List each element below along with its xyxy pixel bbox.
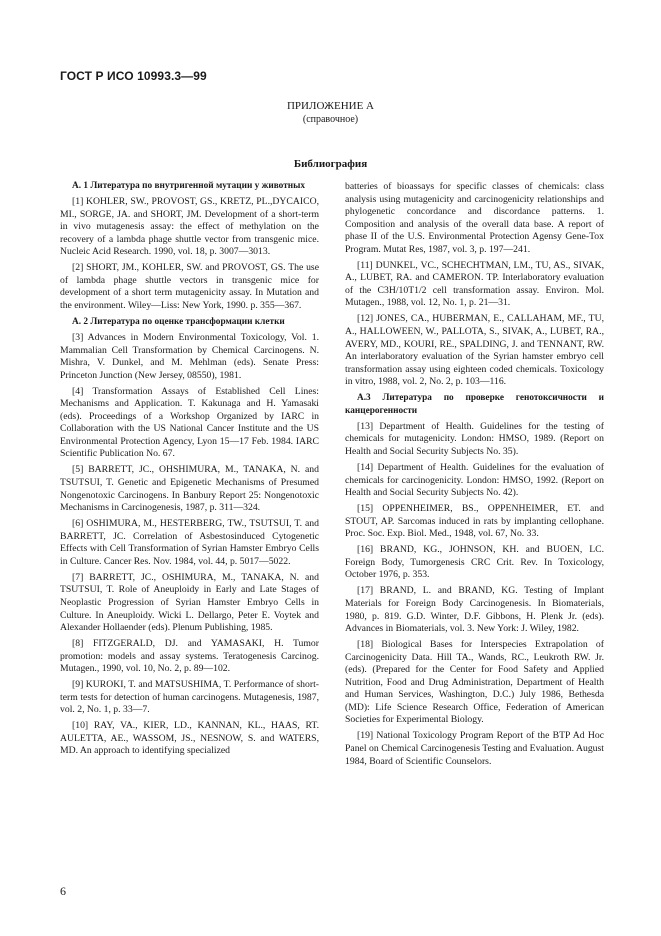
reference-entry: [17] BRAND, L. and BRAND, KG. Testing of Implant Materials for Foreign Body Carcinogenesis. In Biomaterials, 1980, p. 819. G.D. Winter, D.F. Gibbons, H. Plenk Jr. (eds). Advances in Biomaterials, vol. 3. New York: J. Wiley, 1982.: [345, 585, 604, 635]
reference-entry: [15] OPPENHEIMER, BS., OPPENHEIMER, ET. and STOUT, AP. Sarcomas induced in rats by implanting cellophane. Proc. Soc. Exp. Biol. Med., 1948, vol. 67, No. 33.: [345, 503, 604, 540]
reference-entry: [12] JONES, CA., HUBERMAN, E., CALLAHAM, MF., TU, A., HALLOWEEN, W., PALLOTA, S., SIVAK, A., LUBET, RA., AVERY, MD., KOURI, RE., SPALDING, J. and TENNANT, RW. An interlaboratory evaluation of the Syrian hamster embryo cell transformation assay using eighteen coded chemicals. Toxicology in vitro, 1988, vol. 2, No. 2, p. 103—116.: [345, 313, 604, 388]
section-heading: А. 2 Литература по оценке трансформации клетки: [72, 316, 285, 327]
reference-entry: [13] Department of Health. Guidelines for the testing of chemicals for mutagenicity. London: HMSO, 1989. (Report on Health and Social Security Subjects No. 35).: [345, 420, 604, 457]
reference-entry: [10] RAY, VA., KIER, LD., KANNAN, KL., HAAS, RT. AULETTA, AE., WASSOM, JS., NESNOW, S. and WATERS, MD. An approach to identifying specialized: [60, 720, 319, 757]
reference-entry: [11] DUNKEL, VC., SCHECHTMAN, LM., TU, AS., SIVAK, A., LUBET, RA. and CAMERON. TP. Interlaboratory evaluation of the C3H/10T1/2 cell transformation assay. Environ. Mol. Mutagen., 1988, vol. 12, No. 1, p. 21—31.: [345, 259, 604, 309]
reference-entry: [7] BARRETT, JC., OSHIMURA, M., TANAKA, N. and TSUTSUI, T. Role of Aneuploidy in Early and Late Stages of Neoplastic Progression of Syrian Hamster Embryo Cells in Culture. In Aneuploidy. Wicki L. Dellargo, Peter E. Voytek and Alexander Hollaender (eds). Plenum Publishing, 1985.: [60, 571, 319, 634]
reference-entry: [1] KOHLER, SW., PROVOST, GS., KRETZ, PL.,DYCAICO, MI., SORGE, JA. and SHORT, JM. Development of a short-term in vivo mutagenesis assay: the effect of methylation on the recovery of a lambda phage shuttle vector from transgenic mice. Nucleic Acid Research. 1990, vol. 18, p. 3007—3013.: [60, 196, 319, 258]
left-column: [60, 180, 319, 762]
reference-entry: [9] KUROKI, T. and MATSUSHIMA, T. Performance of short-term tests for detection of human carcinogens. Mutagenesis, 1987, vol. 2, No. 1, p. 33—7.: [60, 679, 319, 716]
reference-entry: [2] SHORT, JM., KOHLER, SW. and PROVOST, GS. The use of lambda phage shuttle vectors in transgenic mice for development of a short term mutagenicity assay. In Mutation and the environment. Wiley—Liss: New York, 1990. p. 355—367.: [60, 262, 319, 311]
reference-entry: [5] BARRETT, JC., OHSHIMURA, M., TANAKA, N. and TSUTSUI, T. Genetic and Epigenetic Mechanisms of Presumed Nongenotoxic Carcinogens. In Banbury Report 25: Nongenotoxic Mechanisms in Carcinogenesis, 1987, p. 311—324.: [60, 464, 319, 514]
reference-entry: [18] Biological Bases for Interspecies Extrapolation of Carcinogenicity Data. Hill TA., Wands, RC., Leukroth RW. Jr. (eds). (Prepared for the Center for Food Safety and Applied Nutrition, Food and Drug Administration, Department of Health and Human Services, Washington, D.C.) July 1986, Bethesda (MD): Life Science Research Office, Federation of American Societies for Experimental Biology.: [345, 639, 604, 726]
reference-entry: [4] Transformation Assays of Established Cell Lines: Mechanisms and Application. T. Kakunaga and H. Yamasaki (eds). Proceedings of a Workshop Organized by IARC in Collaboration with the US National Cancer Institute and the US Environmental Protection Agency, Lyon 15—17 Feb. 1984. IARC Scientific Publication No. 67.: [60, 385, 319, 460]
appendix-heading: [0, 100, 661, 126]
bibliography-title: Библиография: [293, 158, 368, 170]
reference-entry: [8] FITZGERALD, DJ. and YAMASAKI, H. Tumor promotion: models and assay systems. Teratogenesis Carcinog. Mutagen., 1990, vol. 10, No. 2, p. 89—102.: [60, 638, 319, 675]
document-header: ГОСТ Р ИСО 10993.3—99: [60, 69, 207, 83]
right-column: [345, 181, 604, 772]
reference-entry: [6] OSHIMURA, M., HESTERBERG, TW., TSUTSUI, T. and BARRETT, JC. Correlation of Asbestosinduced Cytogenetic Effects with Cell Transformation of Syrian Hamster Embryo Cells in Culture. Cancer Res. Nov. 1984, vol. 44, p. 5017—5022.: [60, 518, 319, 567]
section-heading: А. 1 Литература по внутригенной мутации у животных: [72, 181, 306, 191]
appendix-title: ПРИЛОЖЕНИЕ А: [286, 100, 374, 112]
appendix-subtitle: (справочное): [302, 114, 359, 125]
section-heading: А.3 Литература по проверке генотоксичности и канцерогенности: [345, 393, 604, 416]
reference-entry: batteries of bioassays for specific classes of chemicals: class analysis using mutagenicity and carcinogenicity relationships and phylogenetic concordance and discordance patterns. 1. Composition and analysis of the overall data base. A report of phase II of the U.S. Environmental Protection Agensy Gene-Tox Program. Mutat Res, 1987, vol. 3, p. 197—241.: [345, 181, 604, 255]
reference-entry: [19] National Toxicology Program Report of the BTP Ad Hoc Panel on Chemical Carcinogenesis Testing and Evaluation. August 1984, Board of Scientific Counselors.: [345, 730, 604, 767]
reference-entry: [16] BRAND, KG., JOHNSON, KH. and BUOEN, LC. Foreign Body, Tumorgenesis CRC Crit. Rev. In Toxicology, October 1976, p. 353.: [345, 544, 604, 581]
reference-entry: [14] Department of Health. Guidelines for the evaluation of chemicals for carcinogenicity. London: HMSO, 1992. (Report on Health and Social Security Subjects No. 42).: [345, 461, 604, 499]
page-number: 6: [60, 884, 66, 898]
reference-entry: [3] Advances in Modern Environmental Toxicology, Vol. 1. Mammalian Cell Transformation by Chemical Carcinogens. N. Mishra, V. Dunkel, and M. Mehlman (eds). Senate Press: Princeton Junction (New Jersey, 08550), 1981.: [60, 332, 319, 381]
